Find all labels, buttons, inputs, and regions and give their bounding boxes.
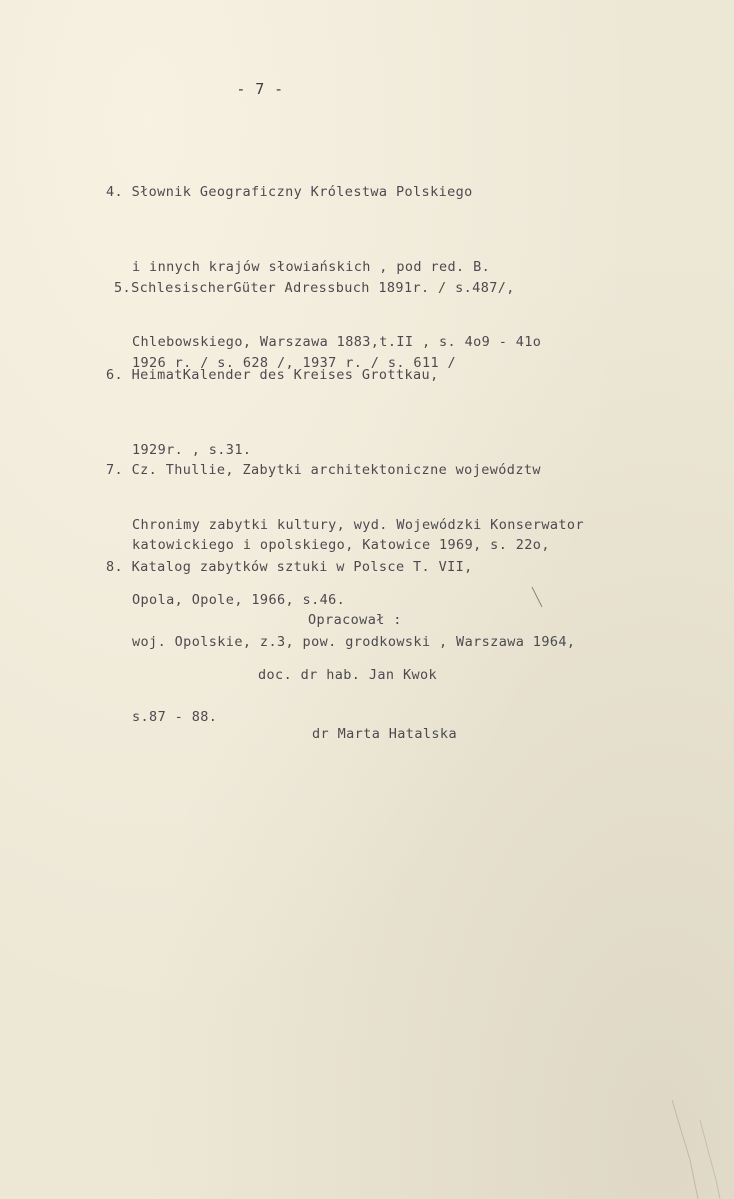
reference-number: 4. — [106, 184, 124, 200]
page-number: - 7 - — [236, 80, 284, 98]
reference-line: 6. HeimatKalender des Kreises Grottkau, — [106, 367, 439, 383]
reference-line: s.87 - 88. — [132, 709, 218, 725]
reference-line: i innych krajów słowiańskich , pod red. B. — [132, 259, 491, 275]
reference-number: 5. — [114, 280, 132, 296]
signature-heading: Opracował : — [308, 612, 402, 628]
reference-line: katowickiego i opolskiego, Katowice 1969, s. 22o, — [132, 537, 550, 553]
pen-mark-decoration — [530, 585, 544, 609]
reference-line: 5.SchlesischerGüter Adressbuch 1891r. / s.487/, — [114, 280, 515, 296]
reference-number: 6. — [106, 367, 124, 383]
reference-line: 1929r. , s.31. — [132, 442, 252, 458]
reference-number: 7. — [106, 462, 124, 478]
reference-line: 7. Cz. Thullie, Zabytki architektoniczne województw — [106, 462, 541, 478]
reference-line: 1926 r. / s. 628 /, 1937 r. / s. 611 / — [132, 355, 457, 371]
reference-line: Chlebowskiego, Warszawa 1883,t.II , s. 4o9 - 41o — [132, 334, 542, 350]
paper-crease-decoration — [660, 1100, 734, 1199]
reference-number: 8. — [106, 559, 124, 575]
reference-line: 8. Katalog zabytków sztuki w Polsce T. VII, — [106, 559, 473, 575]
signature-author-2: dr Marta Hatalska — [312, 726, 457, 742]
signature-author-1: doc. dr hab. Jan Kwok — [258, 667, 438, 683]
reference-line: Chronimy zabytki kultury, wyd. Wojewódzki Konserwator — [132, 517, 584, 533]
reference-line: woj. Opolskie, z.3, pow. grodkowski , Warszawa 1964, — [132, 634, 576, 650]
reference-line: 4. Słownik Geograficzny Królestwa Polskiego — [106, 184, 473, 200]
reference-line: Opola, Opole, 1966, s.46. — [132, 592, 346, 608]
